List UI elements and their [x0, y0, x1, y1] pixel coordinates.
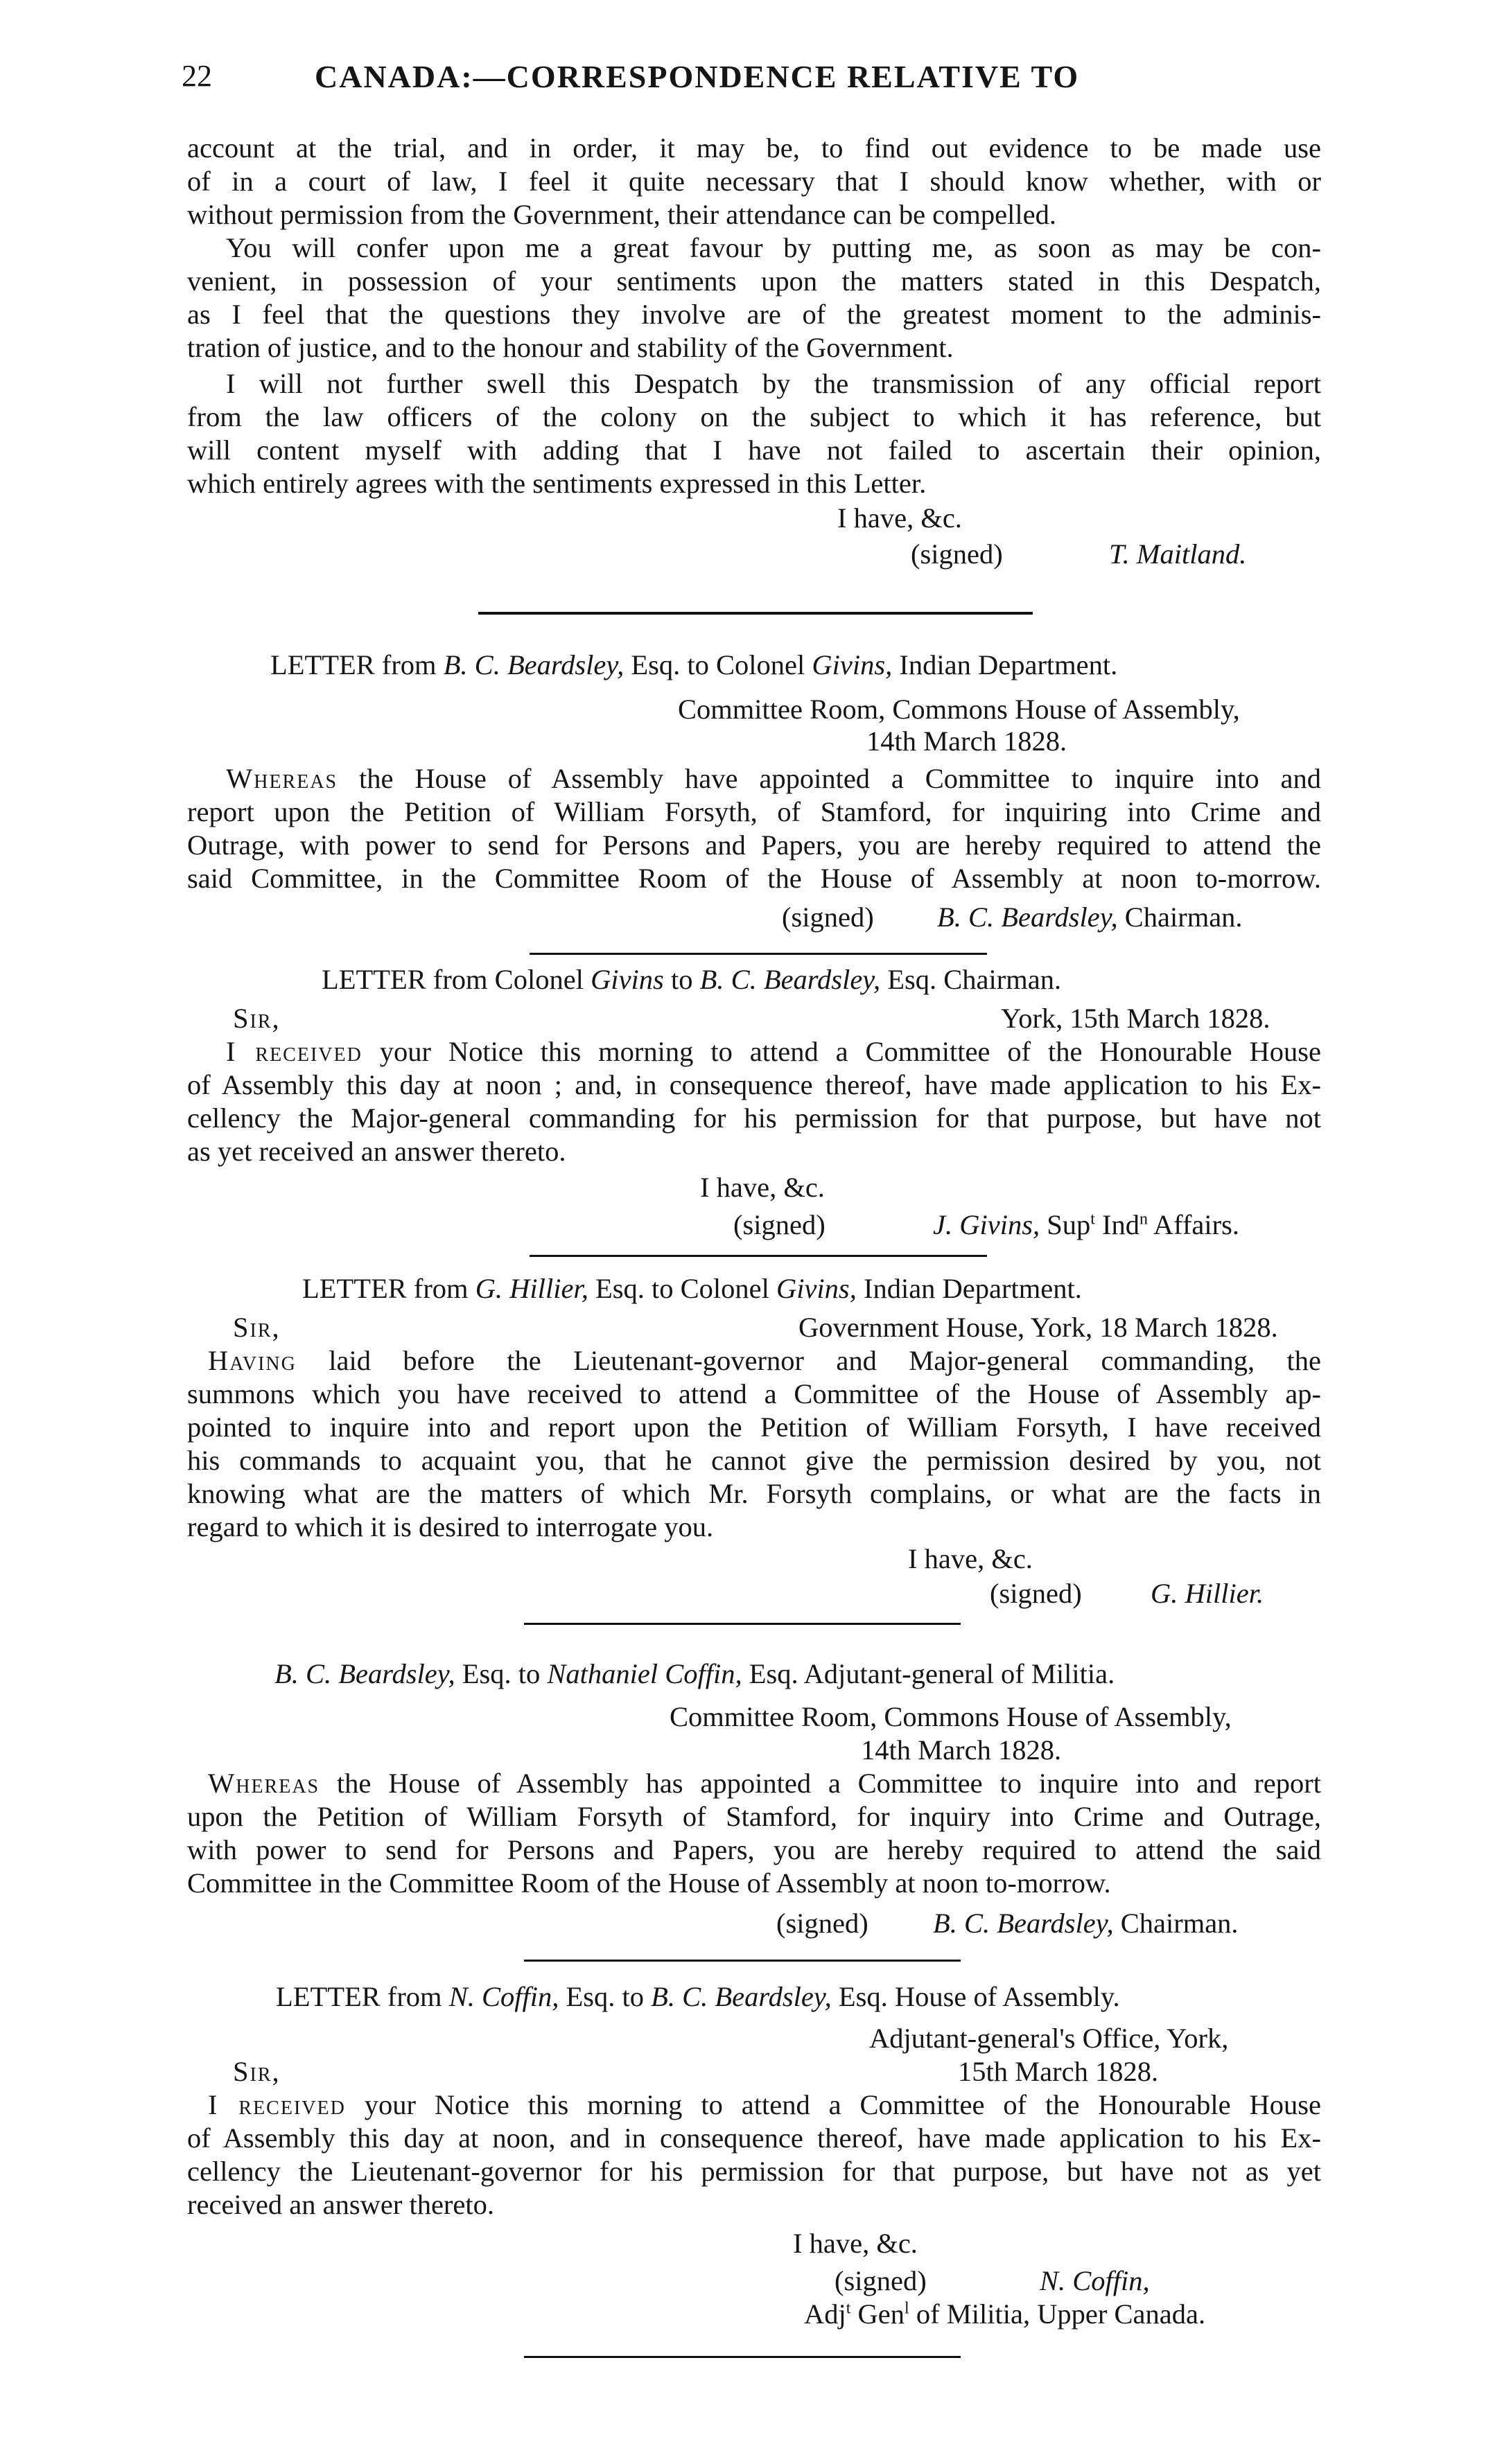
- place-date: Government House, York, 18 March 1828.: [798, 1312, 1278, 1343]
- letter-heading: LETTER from Colonel Givins to B. C. Beardsley, Esq. Chairman.: [322, 964, 1062, 995]
- place: Committee Room, Commons House of Assembly,: [670, 1701, 1232, 1732]
- place-date: York, 15th March 1828.: [1001, 1003, 1270, 1034]
- body-line: received an answer thereto.: [187, 2189, 495, 2220]
- body-line: You will confer upon me a great favour by putting me, as soon as may be con-: [226, 232, 1321, 263]
- letter-heading: B. C. Beardsley, Esq. to Nathaniel Coffin, Esq. Adjutant-general of Militia.: [274, 1658, 1115, 1689]
- body-line: report upon the Petition of William Forsyth, of Stamford, for inquiring into Crime and: [187, 796, 1321, 827]
- letter-heading: LETTER from G. Hillier, Esq. to Colonel Givins, Indian Department.: [302, 1273, 1082, 1304]
- place: Committee Room, Commons House of Assembly,: [678, 694, 1240, 725]
- place: Adjutant-general's Office, York,: [869, 2023, 1229, 2054]
- body-line: as yet received an answer thereto.: [187, 1136, 566, 1167]
- section-divider: [524, 2356, 961, 2358]
- section-divider: [478, 612, 1033, 615]
- section-divider: [524, 1623, 961, 1625]
- page-number: 22: [182, 59, 212, 93]
- signed-label: (signed): [782, 901, 874, 933]
- body-line: with power to send for Persons and Papers, you are hereby required to attend the said: [187, 1834, 1321, 1865]
- letter-heading: LETTER from N. Coffin, Esq. to B. C. Beardsley, Esq. House of Assembly.: [276, 1981, 1120, 2012]
- signature: T. Maitland.: [1109, 538, 1247, 570]
- body-line: I will not further swell this Despatch by the transmission of any official report: [226, 368, 1321, 399]
- body-line: from the law officers of the colony on the subject to which it has reference, but: [187, 401, 1321, 432]
- body-line: upon the Petition of William Forsyth of Stamford, for inquiry into Crime and Outrage,: [187, 1801, 1321, 1832]
- body-line: I received your Notice this morning to attend a Committee of the Honourable House: [226, 1036, 1321, 1067]
- closing-phrase: I have, &c.: [908, 1543, 1033, 1574]
- body-line: of Assembly this day at noon ; and, in consequence thereof, have made application to his Ex-: [187, 1069, 1321, 1100]
- body-line: Whereas the House of Assembly has appointed a Committee to inquire into and report: [208, 1768, 1321, 1799]
- body-line: account at the trial, and in order, it may be, to find out evidence to be made use: [187, 132, 1321, 164]
- running-header: [182, 58, 1318, 107]
- body-line: of Assembly this day at noon, and in consequence thereof, have made application to his Ex-: [187, 2122, 1321, 2154]
- signed-label: (signed): [733, 1209, 826, 1240]
- signed-label: (signed): [990, 1578, 1082, 1609]
- body-line: Whereas the House of Assembly have appointed a Committee to inquire into and: [226, 763, 1321, 794]
- body-line: of in a court of law, I feel it quite necessary that I should know whether, with or: [187, 166, 1321, 197]
- signature: B. C. Beardsley, Chairman.: [933, 1908, 1239, 1939]
- date: 14th March 1828.: [861, 1734, 1062, 1766]
- running-title: CANADA:—CORRESPONDENCE RELATIVE TO: [315, 59, 1080, 94]
- salutation: Sir,: [233, 1312, 281, 1343]
- body-line: regard to which it is desired to interrogate you.: [187, 1511, 714, 1542]
- section-divider: [524, 1960, 961, 1962]
- body-line: I received your Notice this morning to attend a Committee of the Honourable House: [208, 2089, 1321, 2120]
- signed-label: (signed): [835, 2265, 927, 2296]
- body-line: summons which you have received to attend a Committee of the House of Assembly ap-: [187, 1378, 1321, 1409]
- date: 14th March 1828.: [866, 725, 1067, 757]
- body-line: knowing what are the matters of which Mr. Forsyth complains, or what are the facts in: [187, 1478, 1321, 1509]
- body-line: cellency the Lieutenant-governor for his permission for that purpose, but have not as yet: [187, 2156, 1321, 2187]
- closing-phrase: I have, &c.: [700, 1172, 825, 1203]
- body-line: Having laid before the Lieutenant-governor and Major-general commanding, the: [208, 1345, 1321, 1376]
- signature: B. C. Beardsley, Chairman.: [937, 901, 1243, 933]
- body-line: tration of justice, and to the honour and stability of the Government.: [187, 332, 954, 363]
- body-line: Committee in the Committee Room of the House of Assembly at noon to-morrow.: [187, 1867, 1111, 1899]
- signed-label: (signed): [776, 1908, 868, 1939]
- salutation: Sir,: [233, 1003, 281, 1034]
- signature: G. Hillier.: [1151, 1578, 1264, 1609]
- closing-phrase: I have, &c.: [793, 2228, 918, 2259]
- body-line: which entirely agrees with the sentiments expressed in this Letter.: [187, 468, 927, 499]
- body-line: his commands to acquaint you, that he cannot give the permission desired by you, not: [187, 1445, 1321, 1476]
- closing-phrase: I have, &c.: [837, 502, 962, 534]
- signature: N. Coffin,: [1040, 2265, 1150, 2296]
- body-line: without permission from the Government, their attendance can be compelled.: [187, 199, 1056, 230]
- salutation: Sir,: [233, 2056, 281, 2087]
- date: 15th March 1828.: [958, 2056, 1159, 2087]
- signature: J. Givins, Sup$^t$ Ind$^n$ Affairs.: [933, 1209, 1240, 1240]
- section-divider: [530, 1255, 987, 1257]
- body-line: as I feel that the questions they involve are of the greatest moment to the adminis-: [187, 299, 1321, 330]
- body-line: cellency the Major-general commanding for his permission for that purpose, but have not: [187, 1102, 1321, 1134]
- signed-label: (signed): [911, 538, 1003, 570]
- body-line: pointed to inquire into and report upon the Petition of William Forsyth, I have received: [187, 1411, 1321, 1443]
- section-divider: [530, 953, 987, 955]
- body-line: Outrage, with power to send for Persons and Papers, you are hereby required to attend the: [187, 829, 1321, 861]
- body-line: said Committee, in the Committee Room of the House of Assembly at noon to-morrow.: [187, 863, 1321, 894]
- body-line: will content myself with adding that I have not failed to ascertain their opinion,: [187, 434, 1321, 466]
- signature-title: Adj$^t$ Gen$^l$ of Militia, Upper Canada.: [804, 2298, 1206, 2330]
- body-line: venient, in possession of your sentiments upon the matters stated in this Despatch,: [187, 265, 1321, 297]
- letter-heading: LETTER from B. C. Beardsley, Esq. to Colonel Givins, Indian Department.: [270, 649, 1118, 680]
